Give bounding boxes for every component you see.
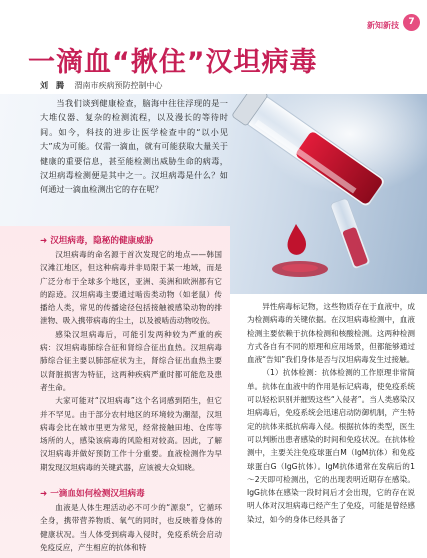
arrow-right-icon: ➜ [40,489,48,499]
section-heading-hantavirus-threat: ➜ 汉坦病毒，隐秘的健康威胁 [40,236,154,246]
author-name: 刘 腾 [40,81,64,90]
section-2-body [40,501,222,554]
paragraph: 异性病毒标记物，这些物质存在于血液中，成为检测病毒的关键依据。在汉坦病毒检测中，血液检测主要依赖于抗体检测和核酸检测。这两种检测方式各自有不同的原理和应用场景，但都能够通过血液“告知”我们身体是否与汉坦病毒发生过接触。 [247,302,415,365]
paragraph: 汉坦病毒的命名源于首次发现它的地点——韩国汉滩江地区，但这种病毒并非局限于某一地域，而是广泛分布于全球多个地区，亚洲、美洲和欧洲都有它的踪迹。汉坦病毒主要通过啮齿类动物（如老鼠）传播给人类，常见的传播途径包括接触被感染动物的排泄物、吸入携带病毒的尘土，以及被啮齿动物咬伤。 [40,250,222,326]
page-number-badge: 7 [403,14,420,31]
byline [40,80,163,91]
paragraph: （1）抗体检测：抗体检测的工作原理非常简单。抗体在血液中的作用是标记病毒，使免疫系统可以轻松识别并摧毁这些“入侵者”。当人类感染汉坦病毒后，免疫系统会迅速启动防御机制，产生特定的抗体来抵抗病毒入侵。根据抗体的类型，医生可以判断出患者感染的时间和免疫状况。在抗体检测中，主要关注免疫球蛋白M（IgM抗体）和免疫球蛋白G（IgG抗体）。IgM抗体通常在发病后的1～2天即可检测出，它的出现表明近期存在感染。IgG抗体在感染一段时间后才会出现，它的存在说明人体对汉坦病毒已经产生了免疫，可能是曾经感染过，如今的身体已经具备了 [247,368,415,524]
paragraph: 感染汉坦病毒后，可能引发两种较为严重的疾病：汉坦病毒肺综合征和肾综合征出血热。汉坦病毒肺综合征主要以肺部症状为主，肾综合征出血热主要以肾脏损害为特征，这两种疾病严重时都可能危及患者生命。 [40,329,222,392]
column-tag: 新知新技 [367,21,399,30]
paragraph: 血液是人体生理活动必不可少的“源泉”，它循环全身，携带营养物质、氧气的同时，也反映着身体的健康状况。当人体受到病毒入侵时，免疫系统会启动免疫反应，产生相应的抗体和特 [40,503,222,552]
arrow-right-icon: ➜ [40,236,48,246]
intro-paragraph: 当我们谈到健康检查，脑海中往往浮现的是一大堆仪器、复杂的检测流程，以及漫长的等待时间。如今，科技的进步让医学检查中的“以小见大”成为可能。仅需一滴血，就有可能获取大量关于健康的重要信息，甚至能检测出威胁生命的病毒，汉坦病毒检测便是其中之一。汉坦病毒是什么？如何通过一滴血检测出它的存在呢？ [40,98,228,195]
article-title: 一滴血“揪住”汉坦病毒 [28,47,318,78]
author-affiliation: 渭南市疾病预防控制中心 [74,81,163,90]
right-column-body [247,300,415,526]
section-heading-blood-test: ➜ 一滴血如何检测汉坦病毒 [40,489,145,499]
section-1-body [40,248,222,474]
header-band [0,0,427,44]
paragraph: 大家可能对“汉坦病毒”这个名词感到陌生，但它并不罕见。由于部分农村地区的环境较为潮湿，汉坦病毒会比在城市里更为常见，经常接触田地、仓库等场所的人，感染该病毒的风险相对较高。因此，了解汉坦病毒并做好预防工作十分重要。血液检测作为早期发现汉坦病毒的关键武器，应该被大众知晓。 [40,396,222,472]
